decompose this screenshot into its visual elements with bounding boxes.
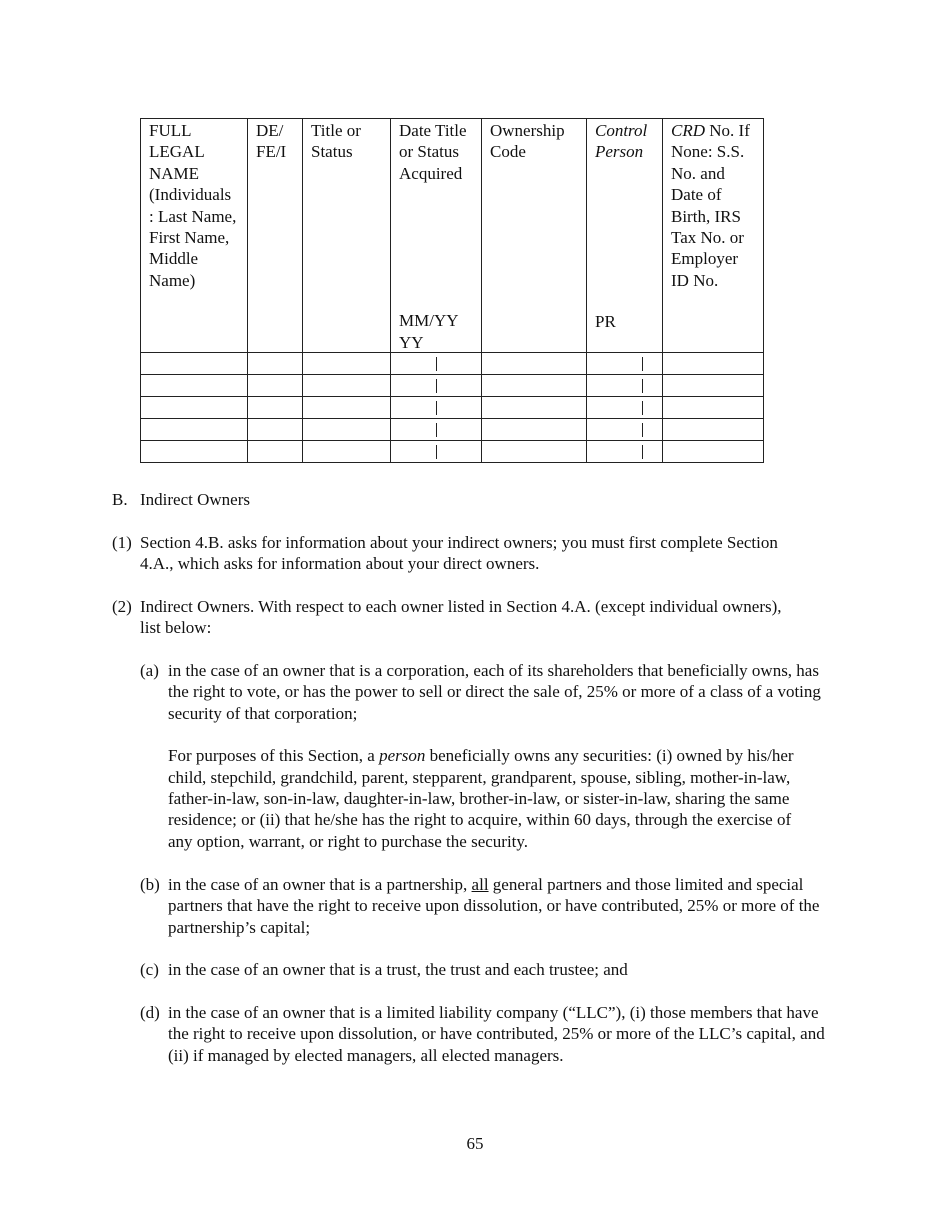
section-b-label: B. — [112, 490, 128, 509]
table-cell[interactable] — [141, 419, 248, 441]
table-cell[interactable] — [663, 419, 764, 441]
date-separator — [436, 357, 437, 371]
table-cell[interactable] — [391, 419, 482, 441]
table-cell[interactable] — [248, 353, 303, 375]
table-cell[interactable] — [482, 397, 587, 419]
table-cell[interactable] — [482, 353, 587, 375]
section-b-title: Indirect Owners — [140, 490, 250, 509]
item-a — [140, 660, 840, 852]
item-1-text: Section 4.B. asks for information about your indirect owners; you must first complete Section 4.A., which asks for information about your direct owners. — [140, 533, 778, 574]
table-cell[interactable] — [587, 397, 663, 419]
table-row — [141, 375, 764, 397]
table-row — [141, 353, 764, 375]
item-c-text: in the case of an owner that is a trust, the trust and each trustee; and — [168, 960, 628, 979]
header-control-pr: PR — [595, 311, 616, 331]
header-ownership-code: Ownership Code — [482, 119, 587, 353]
item-d-label: (d) — [140, 1003, 160, 1022]
table-cell[interactable] — [663, 353, 764, 375]
item-b-text: in the case of an owner that is a partnership, all general partners and those limited and special partners that have the right to receive upon dissolution, or have contributed, 25% or more of the partnership’s capital; — [168, 875, 820, 937]
table-cell[interactable] — [587, 375, 663, 397]
date-separator — [436, 445, 437, 459]
table-cell[interactable] — [391, 353, 482, 375]
item-d — [140, 1002, 830, 1066]
table-cell[interactable] — [391, 375, 482, 397]
table-cell[interactable] — [663, 375, 764, 397]
header-control-person: Control Person PR — [587, 119, 663, 353]
item-b-label: (b) — [140, 875, 160, 894]
table-cell[interactable] — [303, 441, 391, 463]
control-separator — [642, 401, 643, 415]
item-a-note: For purposes of this Section, a person beneficially owns any securities: (i) owned by his/her child, stepchild, grandchild, parent, stepparent, grandparent, spouse, sibling, mother-in-law, father-in-law, son-in-law, daughter-in-law, brother-in-law, or sister-in-law, sharing the same residence; or (ii) that he/she has the right to acquire, within 60 days, through the exercise of any option, warrant, or right to purchase the security. — [168, 746, 794, 851]
direct-owners-table — [140, 118, 764, 463]
table-cell[interactable] — [391, 397, 482, 419]
item-2 — [112, 596, 802, 639]
table-cell[interactable] — [587, 419, 663, 441]
date-separator — [436, 379, 437, 393]
header-date-acquired: Date Title or Status Acquired MM/YY YY — [391, 119, 482, 353]
table-cell[interactable] — [141, 441, 248, 463]
item-2-text: Indirect Owners. With respect to each owner listed in Section 4.A. (except individual owners), list below: — [140, 597, 782, 638]
item-c-label: (c) — [140, 960, 159, 979]
table-cell[interactable] — [482, 419, 587, 441]
table-row — [141, 441, 764, 463]
item-2-label: (2) — [112, 597, 132, 616]
table-cell[interactable] — [303, 419, 391, 441]
control-separator — [642, 445, 643, 459]
item-a-text: in the case of an owner that is a corporation, each of its shareholders that beneficially owns, has the right to vote, or has the power to sell or direct the sale of, 25% or more of a class of a voting security of that corporation; — [168, 661, 821, 723]
item-a-label: (a) — [140, 661, 159, 680]
page-number: 65 — [466, 1134, 484, 1153]
table-cell[interactable] — [303, 397, 391, 419]
item-d-text: in the case of an owner that is a limited liability company (“LLC”), (i) those members that have the right to receive upon dissolution, or have contributed, 25% or more of the LLC’s capital, and (ii) if managed by elected managers, all elected managers. — [168, 1003, 825, 1065]
header-crd-no: CRD No. If None: S.S. No. and Date of Birth, IRS Tax No. or Employer ID No. — [663, 119, 764, 353]
table-cell[interactable] — [663, 441, 764, 463]
header-date-format: MM/YY YY — [399, 311, 458, 352]
table-cell[interactable] — [482, 441, 587, 463]
table-cell[interactable] — [248, 397, 303, 419]
table-cell[interactable] — [248, 419, 303, 441]
table-header-row — [141, 119, 764, 353]
table-cell[interactable] — [141, 353, 248, 375]
table-cell[interactable] — [587, 353, 663, 375]
date-separator — [436, 401, 437, 415]
table-row — [141, 397, 764, 419]
header-title-status: Title or Status — [303, 119, 391, 353]
table-cell[interactable] — [248, 375, 303, 397]
table-cell[interactable] — [141, 397, 248, 419]
table-cell[interactable] — [303, 353, 391, 375]
table-cell[interactable] — [482, 375, 587, 397]
item-1 — [112, 532, 802, 575]
item-c — [140, 959, 840, 980]
section-b-heading — [112, 489, 250, 510]
table-cell[interactable] — [141, 375, 248, 397]
control-separator — [642, 379, 643, 393]
control-separator — [642, 423, 643, 437]
table-cell[interactable] — [587, 441, 663, 463]
header-full-name: FULL LEGAL NAME (Individuals : Last Name, First Name, Middle Name) — [141, 119, 248, 353]
table-cell[interactable] — [391, 441, 482, 463]
table-cell[interactable] — [303, 375, 391, 397]
item-b — [140, 874, 840, 938]
header-de-fe-i: DE/ FE/I — [248, 119, 303, 353]
table-cell[interactable] — [248, 441, 303, 463]
item-1-label: (1) — [112, 533, 132, 552]
control-separator — [642, 357, 643, 371]
table-row — [141, 419, 764, 441]
table-cell[interactable] — [663, 397, 764, 419]
date-separator — [436, 423, 437, 437]
